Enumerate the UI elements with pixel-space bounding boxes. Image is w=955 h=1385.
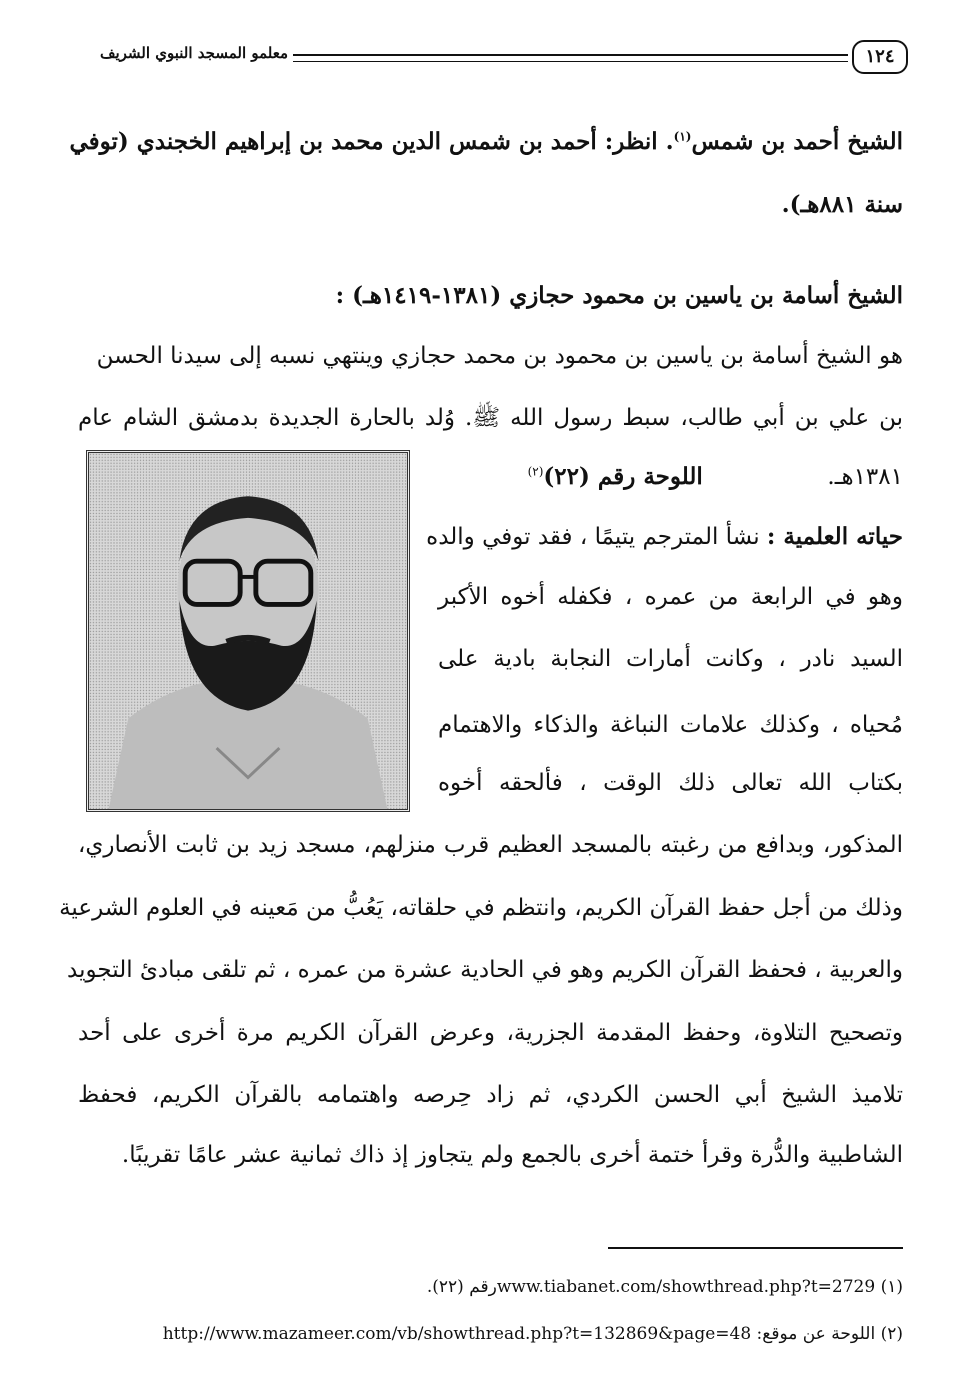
footnote-ref-1[interactable]: (١) <box>673 129 692 144</box>
footnote-1 <box>427 1275 903 1299</box>
side-line-2: وهو في الرابعة من عمره ، فكفله أخوه الأكبر <box>438 584 903 610</box>
body-line-d: وتصحيح التلاوة، وحفظ المقدمة الجزرية، وعرض القرآن الكريم مرة أخرى على أحد <box>78 1020 903 1046</box>
body-line-f: الشاطبية والدُّرة وقرأ ختمة أخرى بالجمع ولم يتجاوز إذ ذاك ثمانية عشر عامًا تقريبًا. <box>121 1142 903 1168</box>
entry2-p1-line1: هو الشيخ أسامة بن ياسين بن محمود بن محمد حجازي وينتهي نسبه إلى سيدنا الحسن <box>96 343 903 369</box>
side-line-1-text: نشأ المترجم يتيمًا ، فقد توفي والده <box>426 524 760 550</box>
entry2-p1-line2: بن علي بن أبي طالب، سبط رسول الله ﷺ. وُلد بالحارة الجديدة بدمشق الشام عام <box>78 405 903 431</box>
side-line-5: بكتاب الله تعالى ذلك الوقت ، فألحقه أخوه <box>438 770 903 796</box>
body-line-a: المذكور، وبدافع من رغبته بالمسجد العظيم قرب منزلهم، مسجد زيد بن ثابت الأنصاري، <box>78 832 903 858</box>
entry1-name: الشيخ أحمد بن شمس <box>691 128 903 155</box>
entry1-cross-ref: . انظر: أحمد بن شمس الدين محمد بن إبراهيم الخجندي (توفي <box>69 128 674 155</box>
running-title: معلمو المسجد النبوي الشريف <box>99 44 288 62</box>
footnote-2-number: (٢) <box>880 1324 903 1344</box>
footnote-2-link[interactable]: http://www.mazameer.com/vb/showthread.php?t=132869&page=48 <box>162 1324 752 1344</box>
header-rule <box>293 54 848 62</box>
portrait-image <box>89 453 407 809</box>
year-and-plate-line <box>438 462 903 492</box>
footnote-1-suffix: رقم (٢٢). <box>426 1277 497 1297</box>
side-line-1 <box>426 522 903 552</box>
entry1-line1 <box>69 127 903 157</box>
side-line-3: السيد نادر ، وكانت أمارات النجابة بادية على <box>438 646 903 672</box>
footnote-rule <box>608 1247 903 1249</box>
page-header <box>78 36 908 76</box>
body-line-e: تلاميذ الشيخ أبي الحسن الكردي، ثم زاد حِرصه واهتمامه بالقرآن الكريم، فحفظ <box>78 1082 903 1108</box>
footnote-2-label: اللوحة عن موقع: <box>756 1324 876 1344</box>
footnote-1-link[interactable]: www.tiabanet.com/showthread.php?t=2729 <box>496 1277 876 1297</box>
footnote-1-number: (١) <box>880 1277 903 1297</box>
entry2-heading: الشيخ أسامة بن ياسين بن محمود حجازي (١٣٨١-١٤١٩هـ) : <box>335 282 903 309</box>
body-line-b: وذلك من أجل حفظ القرآن الكريم، وانتظم في حلقاته، يَعُبُّ من مَعينه في العلوم الشرعية <box>59 895 903 921</box>
plate-label: اللوحة رقم (٢٢) <box>543 463 703 490</box>
life-label: حياته العلمية : <box>766 523 903 550</box>
birth-year: ١٣٨١هـ. <box>827 464 903 490</box>
side-line-4: مُحياه ، وكذلك علامات النباغة والذكاء والاهتمام <box>438 712 903 738</box>
portrait-photo <box>86 450 410 812</box>
entry1-line2: سنة ٨٨١هـ). <box>781 191 903 218</box>
body-line-c: والعربية ، فحفظ القرآن الكريم وهو في الحادية عشرة من عمره ، ثم تلقى مبادئ التجويد <box>67 957 903 983</box>
footnote-2 <box>163 1322 903 1346</box>
footnote-ref-2[interactable]: (٢) <box>527 464 544 479</box>
page-number: ١٢٤ <box>852 40 908 74</box>
